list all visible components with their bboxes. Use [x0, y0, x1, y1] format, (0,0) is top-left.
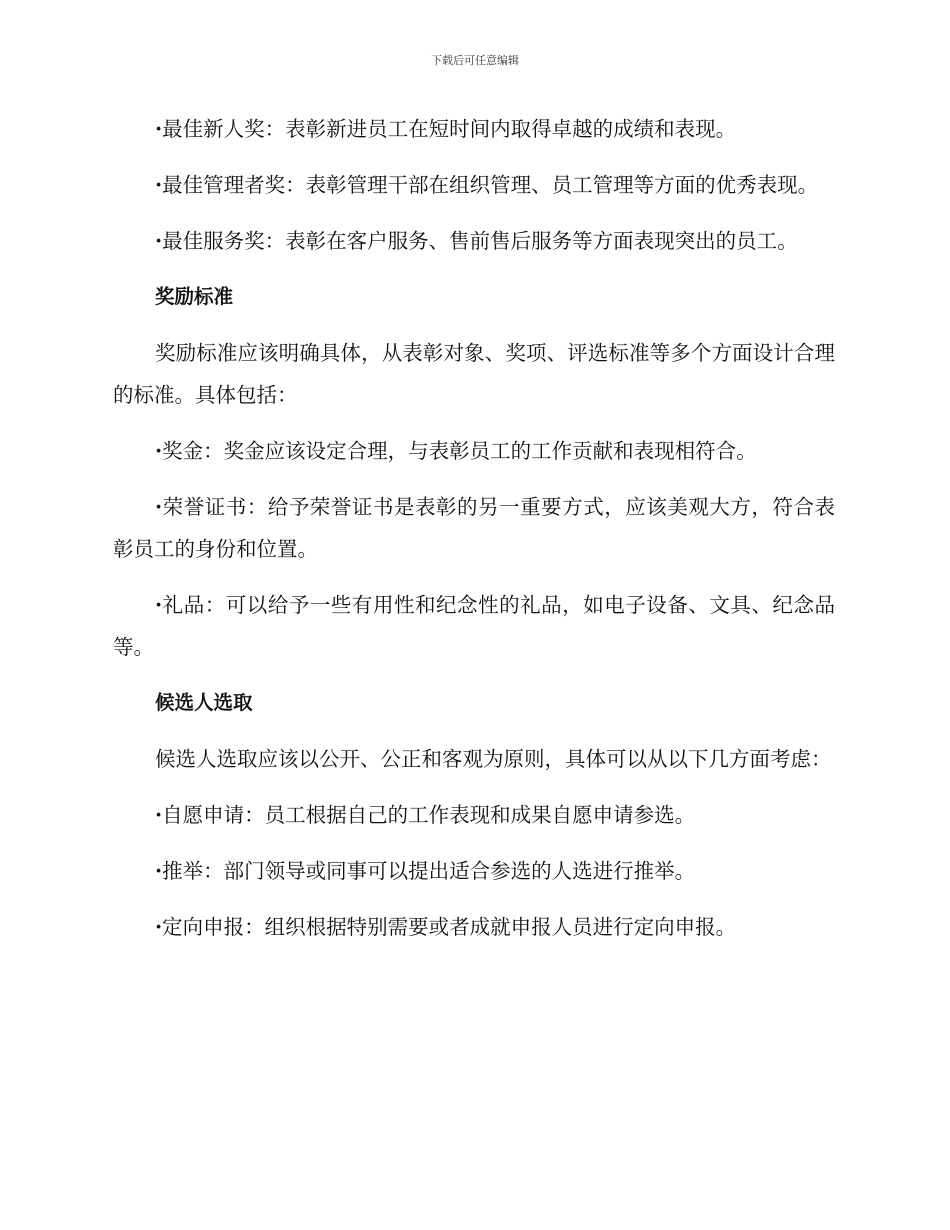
label-separator: ：	[203, 859, 224, 883]
section-intro: 候选人选取应该以公开、公正和客观为原则，具体可以从以下几方面考虑：	[155, 747, 832, 771]
section-heading-candidate-selection: 候选人选取	[155, 691, 253, 714]
bullet-text: 表彰管理干部在组织管理、员工管理等方面的优秀表现。	[305, 173, 819, 197]
bullet-dot: ·	[155, 117, 163, 141]
bullet-item	[113, 164, 835, 206]
label-separator: ：	[204, 593, 226, 617]
bullet-text: 部门领导或同事可以提出适合参选的人选进行推举。	[223, 859, 696, 883]
label-separator: ：	[203, 439, 224, 463]
bullet-label: 礼品	[162, 593, 205, 617]
bullet-item	[113, 486, 835, 570]
bullet-item	[113, 108, 835, 150]
bullet-text: 表彰新进员工在短时间内取得卓越的成绩和表现。	[285, 117, 737, 141]
bullet-label: 定向申报	[162, 915, 245, 939]
page-header-note: 下载后可任意编辑	[431, 54, 519, 67]
label-separator: ：	[264, 229, 286, 253]
label-separator: ：	[244, 803, 265, 827]
bullet-label: 自愿申请	[162, 803, 245, 827]
bullet-text: 员工根据自己的工作表现和成果自愿申请参选。	[264, 803, 696, 827]
bullet-dot: ·	[155, 173, 163, 197]
bullet-label: 奖金	[162, 439, 204, 463]
section-intro: 奖励标准应该明确具体，从表彰对象、奖项、评选标准等多个方面设计合理的标准。具体包括：	[113, 341, 835, 407]
label-separator: ：	[285, 173, 306, 197]
label-separator: ：	[246, 495, 268, 519]
bullet-text: 可以给予一些有用性和纪念性的礼品，如电子设备、文具、纪念品等。	[113, 593, 836, 659]
bullet-text: 奖金应该设定合理，与表彰员工的工作贡献和表现相符合。	[223, 439, 757, 463]
document-body	[113, 108, 835, 962]
bullet-dot: ·	[155, 593, 163, 617]
bullet-item	[113, 430, 835, 472]
bullet-item	[113, 220, 835, 262]
section-heading-reward-standards: 奖励标准	[155, 285, 234, 308]
bullet-label: 推举	[162, 859, 204, 883]
bullet-text: 表彰在客户服务、售前售后服务等方面表现突出的员工。	[285, 229, 798, 253]
bullet-label: 最佳管理者奖	[162, 173, 286, 197]
bullet-text: 给予荣誉证书是表彰的另一重要方式，应该美观大方，符合表彰员工的身份和位置。	[113, 495, 836, 561]
bullet-item	[113, 850, 835, 892]
bullet-item	[113, 794, 835, 836]
label-separator: ：	[264, 117, 286, 141]
bullet-dot: ·	[155, 803, 163, 827]
bullet-dot: ·	[155, 915, 163, 939]
bullet-label: 最佳新人奖	[162, 117, 265, 141]
bullet-label: 荣誉证书	[162, 495, 247, 519]
bullet-item	[113, 584, 835, 668]
bullet-dot: ·	[155, 229, 163, 253]
bullet-text: 组织根据特别需要或者成就申报人员进行定向申报。	[264, 915, 737, 939]
bullet-dot: ·	[155, 859, 163, 883]
bullet-dot: ·	[155, 495, 163, 519]
bullet-item	[113, 906, 835, 948]
bullet-dot: ·	[155, 439, 163, 463]
bullet-label: 最佳服务奖	[162, 229, 265, 253]
label-separator: ：	[244, 915, 265, 939]
